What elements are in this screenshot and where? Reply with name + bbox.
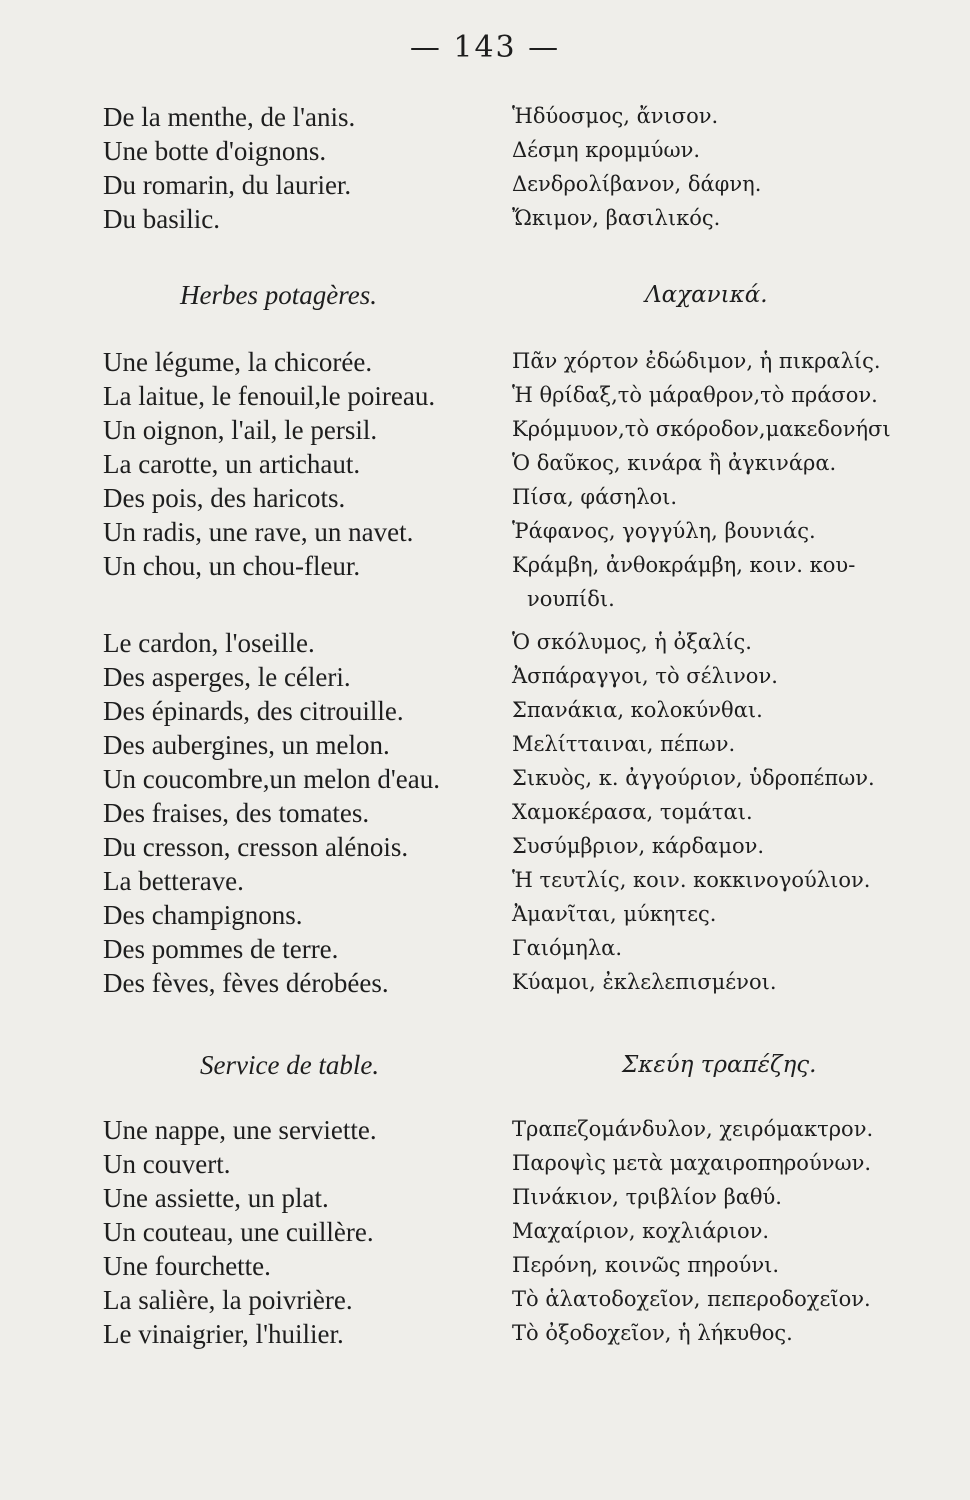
greek-term: Κράμβη, ἀνθοκράμβη, κοιν. κου-: [512, 553, 856, 577]
section-heading-greek: Λαχανικά.: [645, 282, 768, 308]
french-term: Un chou, un chou-fleur.: [103, 551, 361, 581]
greek-term: Σικυὸς, κ. ἀγγούριον, ὑδροπέπων.: [512, 766, 875, 790]
greek-term: Συσύμβριον, κάρδαμον.: [512, 834, 765, 858]
french-term: Un couvert.: [103, 1149, 231, 1179]
vocab-row: [0, 102, 970, 138]
vocab-row: [0, 798, 970, 834]
french-term: La laitue, le fenouil,le poireau.: [103, 381, 436, 411]
french-term: La salière, la poivrière.: [103, 1285, 353, 1315]
greek-term: Ἡδύοσμος, ἄνισον.: [512, 104, 719, 128]
vocab-row: [0, 866, 970, 902]
french-term: Le cardon, l'oseille.: [103, 628, 315, 658]
vocab-row: [0, 204, 970, 240]
french-term: Une assiette, un plat.: [103, 1183, 329, 1213]
french-term: De la menthe, de l'anis.: [103, 102, 356, 132]
greek-term: Τὸ ἁλατοδοχεῖον, πεπεροδοχεῖον.: [512, 1287, 871, 1311]
french-term: Un coucombre,un melon d'eau.: [103, 764, 441, 794]
greek-term: Ἀμανῖται, μύκητες.: [512, 902, 717, 926]
vocab-row: [0, 136, 970, 172]
french-term: Le vinaigrier, l'huilier.: [103, 1319, 344, 1349]
french-term: Des aubergines, un melon.: [103, 730, 390, 760]
french-term: Des épinards, des citrouille.: [103, 696, 404, 726]
vocab-row: [0, 415, 970, 451]
french-term: Des pois, des haricots.: [103, 483, 346, 513]
french-term: Une nappe, une serviette.: [103, 1115, 377, 1145]
vocab-row: [0, 1285, 970, 1321]
greek-term: Δέσμη κρομμύων.: [512, 138, 701, 162]
french-term: Un couteau, une cuillère.: [103, 1217, 374, 1247]
vocab-row: [0, 1217, 970, 1253]
section-heading: [0, 280, 970, 316]
french-term: Une botte d'oignons.: [103, 136, 327, 166]
greek-term: Τραπεζομάνδυλον, χειρόμακτρον.: [512, 1117, 874, 1141]
vocab-row: [0, 381, 970, 417]
greek-term: Γαιόμηλα.: [512, 936, 623, 960]
french-term: Du romarin, du laurier.: [103, 170, 352, 200]
greek-term: Κύαμοι, ἐκλελεπισμένοι.: [512, 970, 777, 994]
vocab-row: [0, 1319, 970, 1355]
french-term: Des champignons.: [103, 900, 303, 930]
french-term: Des asperges, le céleri.: [103, 662, 351, 692]
vocab-row: [0, 517, 970, 553]
vocab-row: [0, 934, 970, 970]
vocab-row: [0, 1149, 970, 1185]
greek-term: Ὁ δαῦκος, κινάρα ἢ ἀγκινάρα.: [512, 451, 837, 475]
french-term: Un oignon, l'ail, le persil.: [103, 415, 378, 445]
vocab-row: [0, 1115, 970, 1151]
greek-term: Μαχαίριον, κοχλιάριον.: [512, 1219, 770, 1243]
french-term: Des fèves, fèves dérobées.: [103, 968, 389, 998]
french-term: La carotte, un artichaut.: [103, 449, 361, 479]
greek-term: Ῥάφανος, γογγύλη, βουνιάς.: [512, 519, 816, 543]
greek-term: Ἀσπάραγγοι, τὸ σέλινον.: [512, 664, 778, 688]
french-term: Un radis, une rave, un navet.: [103, 517, 414, 547]
greek-term: Περόνη, κοινῶς πηρούνι.: [512, 1253, 780, 1277]
vocab-row: [0, 347, 970, 383]
vocab-row: [0, 483, 970, 519]
french-term: Des pommes de terre.: [103, 934, 339, 964]
section-heading-greek: Σκεύη τραπέζης.: [622, 1052, 817, 1078]
greek-term-continuation: νουπίδι.: [527, 587, 615, 611]
section-heading-french: Service de table.: [200, 1050, 380, 1080]
vocab-row: [0, 551, 970, 587]
french-term: Du basilic.: [103, 204, 220, 234]
vocab-row: [0, 628, 970, 664]
greek-term: Κρόμμυον,τὸ σκόροδον,μακεδονήσι: [512, 417, 891, 441]
french-term: Du cresson, cresson alénois.: [103, 832, 409, 862]
vocab-row-continuation: [0, 585, 970, 621]
greek-term: Σπανάκια, κολοκύνθαι.: [512, 698, 763, 722]
greek-term: Ὤκιμον, βασιλικός.: [512, 206, 721, 230]
french-term: Une fourchette.: [103, 1251, 271, 1281]
greek-term: Ἡ θρίδαξ,τὸ μάραθρον,τὸ πράσον.: [512, 383, 878, 407]
french-term: Une légume, la chicorée.: [103, 347, 373, 377]
greek-term: Πίσα, φάσηλοι.: [512, 485, 678, 509]
vocab-row: [0, 764, 970, 800]
vocab-row: [0, 1183, 970, 1219]
section-heading-french: Herbes potagères.: [180, 280, 377, 310]
greek-term: Ὁ σκόλυμος, ἡ ὀξαλίς.: [512, 630, 752, 654]
greek-term: Δενδρολίβανον, δάφνη.: [512, 172, 762, 196]
french-term: La betterave.: [103, 866, 244, 896]
vocab-row: [0, 968, 970, 1004]
vocab-row: [0, 449, 970, 485]
vocab-row: [0, 730, 970, 766]
greek-term: Ἡ τευτλίς, κοιν. κοκκινογούλιον.: [512, 868, 871, 892]
greek-term: Τὸ ὀξοδοχεῖον, ἡ λήκυθος.: [512, 1321, 793, 1345]
greek-term: Μελίτταιναι, πέπων.: [512, 732, 736, 756]
vocab-row: [0, 170, 970, 206]
vocab-row: [0, 832, 970, 868]
french-term: Des fraises, des tomates.: [103, 798, 370, 828]
vocab-row: [0, 662, 970, 698]
section-heading: [0, 1050, 970, 1086]
greek-term: Παροψὶς μετὰ μαχαιροπηρούνων.: [512, 1151, 872, 1175]
vocab-row: [0, 696, 970, 732]
vocab-row: [0, 900, 970, 936]
page-number: — 143 —: [409, 30, 561, 65]
greek-term: Πινάκιον, τριβλίον βαθύ.: [512, 1185, 782, 1209]
vocab-row: [0, 1251, 970, 1287]
greek-term: Πᾶν χόρτον ἐδώδιμον, ἡ πικραλίς.: [512, 349, 881, 373]
greek-term: Χαμοκέρασα, τομάται.: [512, 800, 753, 824]
